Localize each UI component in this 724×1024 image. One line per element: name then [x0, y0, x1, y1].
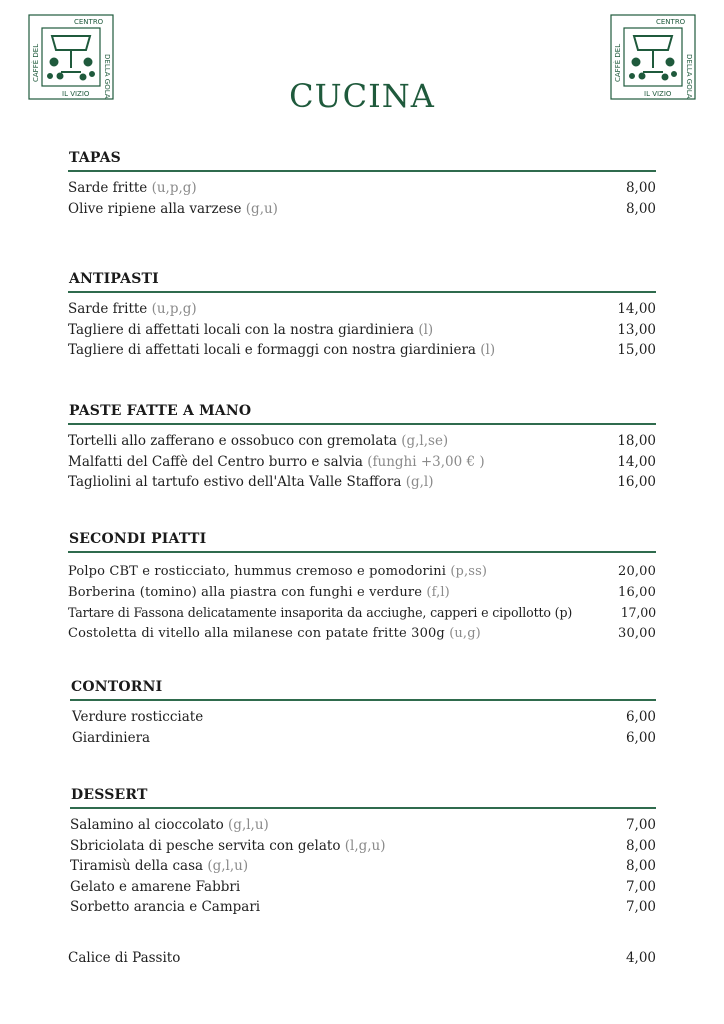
item-price: 13,00: [617, 321, 656, 338]
section-title: ANTIPASTI: [69, 271, 159, 287]
item-price: 6,00: [625, 709, 656, 725]
section-divider: [68, 423, 656, 425]
allergen-tag: (u,p,g): [151, 180, 197, 196]
logo-text-caffe: CAFFÈ DEL: [32, 43, 40, 82]
item-name: Tartare di Fassona delicatamente insaporita da acciughe, capperi e cipollotto (p): [68, 605, 573, 620]
item-price: 14,00: [617, 453, 656, 470]
menu-item: [68, 178, 656, 199]
item-name-wrap: [70, 815, 269, 836]
item-name: Tagliere di affettati locali e formaggi con nostra giardiniera: [68, 342, 481, 358]
item-price: 8,00: [625, 200, 656, 217]
item-price: 6,00: [625, 729, 656, 746]
item-name: Malfatti del Caffè del Centro burro e salvia: [68, 453, 368, 470]
logo-text-caffe: CAFFÈ DEL: [614, 43, 622, 82]
item-name: Sarde fritte: [68, 180, 148, 196]
item-name: Tiramisù della casa: [70, 858, 204, 874]
item-price: 17,00: [620, 605, 656, 620]
allergen-tag: (l): [418, 321, 434, 338]
allergen-tag: (f,l): [426, 584, 450, 600]
allergen-tag: (p,ss): [450, 564, 488, 579]
allergen-tag: (g,l,u): [228, 817, 269, 833]
item-name-wrap: [68, 452, 485, 473]
section-divider: [68, 551, 656, 553]
item-price: 18,00: [617, 433, 656, 449]
menu-item: [70, 836, 656, 857]
menu-item: [68, 199, 656, 220]
item-name: Sarde fritte: [68, 301, 148, 317]
section-title: CONTORNI: [71, 679, 163, 695]
allergen-tag: (funghi +3,00 € ): [367, 453, 485, 470]
item-price: 7,00: [625, 878, 656, 895]
item-price: 8,00: [625, 837, 656, 854]
item-name: Verdure rosticciate: [72, 709, 204, 725]
menu-item: [68, 472, 656, 493]
menu-item: [68, 948, 656, 969]
item-name-wrap: [68, 603, 572, 624]
section-antipasti: [68, 269, 656, 361]
allergen-tag: (u,g): [449, 625, 481, 641]
menu-item: [68, 320, 656, 341]
section-dessert: [70, 785, 656, 918]
menu-item: [68, 583, 656, 604]
item-name: Tagliolini al tartufo estivo dell'Alta Valle Staffora: [68, 474, 402, 490]
menu-item: [70, 815, 656, 836]
item-name-wrap: [68, 299, 197, 320]
item-name: Tortelli allo zafferano e ossobuco con gremolata: [68, 433, 397, 449]
item-name-wrap: [68, 624, 481, 645]
allergen-tag: (u,p,g): [151, 301, 197, 317]
logo-text-centro: CENTRO: [656, 18, 686, 26]
logo-text-centro: CENTRO: [74, 18, 104, 26]
item-name: Tagliere di affettati locali con la nostra giardiniera: [68, 321, 415, 338]
menu-item: [68, 624, 656, 645]
extra-item: [68, 948, 656, 969]
section-divider: [68, 170, 656, 172]
item-price: 16,00: [617, 474, 656, 490]
logo-text-vizio: IL VIZIO: [644, 90, 672, 98]
section-paste: [68, 401, 656, 493]
item-name: Costoletta di vitello alla milanese con patate fritte 300g: [68, 625, 445, 641]
logo-text-gola: DELLA GOLA: [103, 54, 111, 99]
logo-text-gola: DELLA GOLA: [685, 54, 693, 99]
section-title: TAPAS: [69, 150, 121, 166]
item-name: Polpo CBT e rosticciato, hummus cremoso e pomodorini: [68, 564, 451, 579]
item-name-wrap: [68, 583, 450, 604]
item-name-wrap: [70, 836, 386, 857]
menu-item: [68, 431, 656, 452]
item-name: Calice di Passito: [68, 950, 181, 966]
section-title: DESSERT: [71, 787, 148, 803]
menu-item: [68, 603, 656, 624]
item-name-wrap: [68, 178, 197, 199]
item-price: 16,00: [618, 584, 656, 600]
item-price: 20,00: [618, 564, 656, 579]
item-price: 8,00: [625, 858, 656, 874]
item-name: Salamino al cioccolato: [70, 817, 224, 833]
menu-item: [68, 299, 656, 320]
allergen-tag: (g,l,u): [207, 858, 249, 874]
section-tapas: [68, 148, 656, 219]
section-divider: [68, 291, 656, 293]
item-name: Sbriciolata di pesche servita con gelato: [70, 837, 341, 854]
item-name-wrap: [68, 340, 495, 361]
section-secondi: [68, 529, 656, 644]
item-name-wrap: [68, 472, 434, 493]
page-title: CUCINA: [289, 77, 435, 116]
item-price: 14,00: [617, 301, 656, 317]
allergen-tag: (g,u): [245, 200, 278, 217]
section-divider: [70, 699, 656, 701]
menu-item: [70, 897, 656, 918]
item-price: 4,00: [625, 950, 656, 966]
section-title: PASTE FATTE A MANO: [69, 403, 252, 419]
menu-item: [70, 856, 656, 877]
item-price: 15,00: [617, 342, 656, 358]
allergen-tag: (g,l): [405, 474, 434, 490]
allergen-tag: (g,l,se): [401, 433, 449, 449]
section-title: SECONDI PIATTI: [69, 531, 207, 547]
section-contorni: [70, 677, 656, 748]
item-price: 30,00: [618, 625, 656, 641]
item-name-wrap: [68, 431, 448, 452]
item-price: 7,00: [625, 899, 656, 915]
section-divider: [70, 807, 656, 809]
item-name: Sorbetto arancia e Campari: [70, 899, 261, 915]
item-name: Olive ripiene alla varzese: [68, 200, 242, 217]
item-name: Giardiniera: [72, 729, 151, 746]
logo-text-vizio: IL VIZIO: [62, 90, 90, 98]
allergen-tag: (l): [480, 342, 496, 358]
item-name-wrap: [68, 320, 433, 341]
menu-item: [70, 877, 656, 898]
item-price: 8,00: [625, 180, 656, 196]
item-name-wrap: [68, 562, 487, 583]
item-price: 7,00: [625, 817, 656, 833]
item-name-wrap: [68, 199, 278, 220]
menu-item: [68, 340, 656, 361]
item-name: Borberina (tomino) alla piastra con funghi e verdure: [68, 584, 423, 600]
menu-item: [68, 562, 656, 583]
menu-item: [70, 707, 656, 728]
allergen-tag: (l,g,u): [344, 837, 386, 854]
menu-item: [68, 452, 656, 473]
menu-item: [70, 728, 656, 749]
item-name-wrap: [70, 856, 248, 877]
item-name: Gelato e amarene Fabbri: [70, 878, 241, 895]
